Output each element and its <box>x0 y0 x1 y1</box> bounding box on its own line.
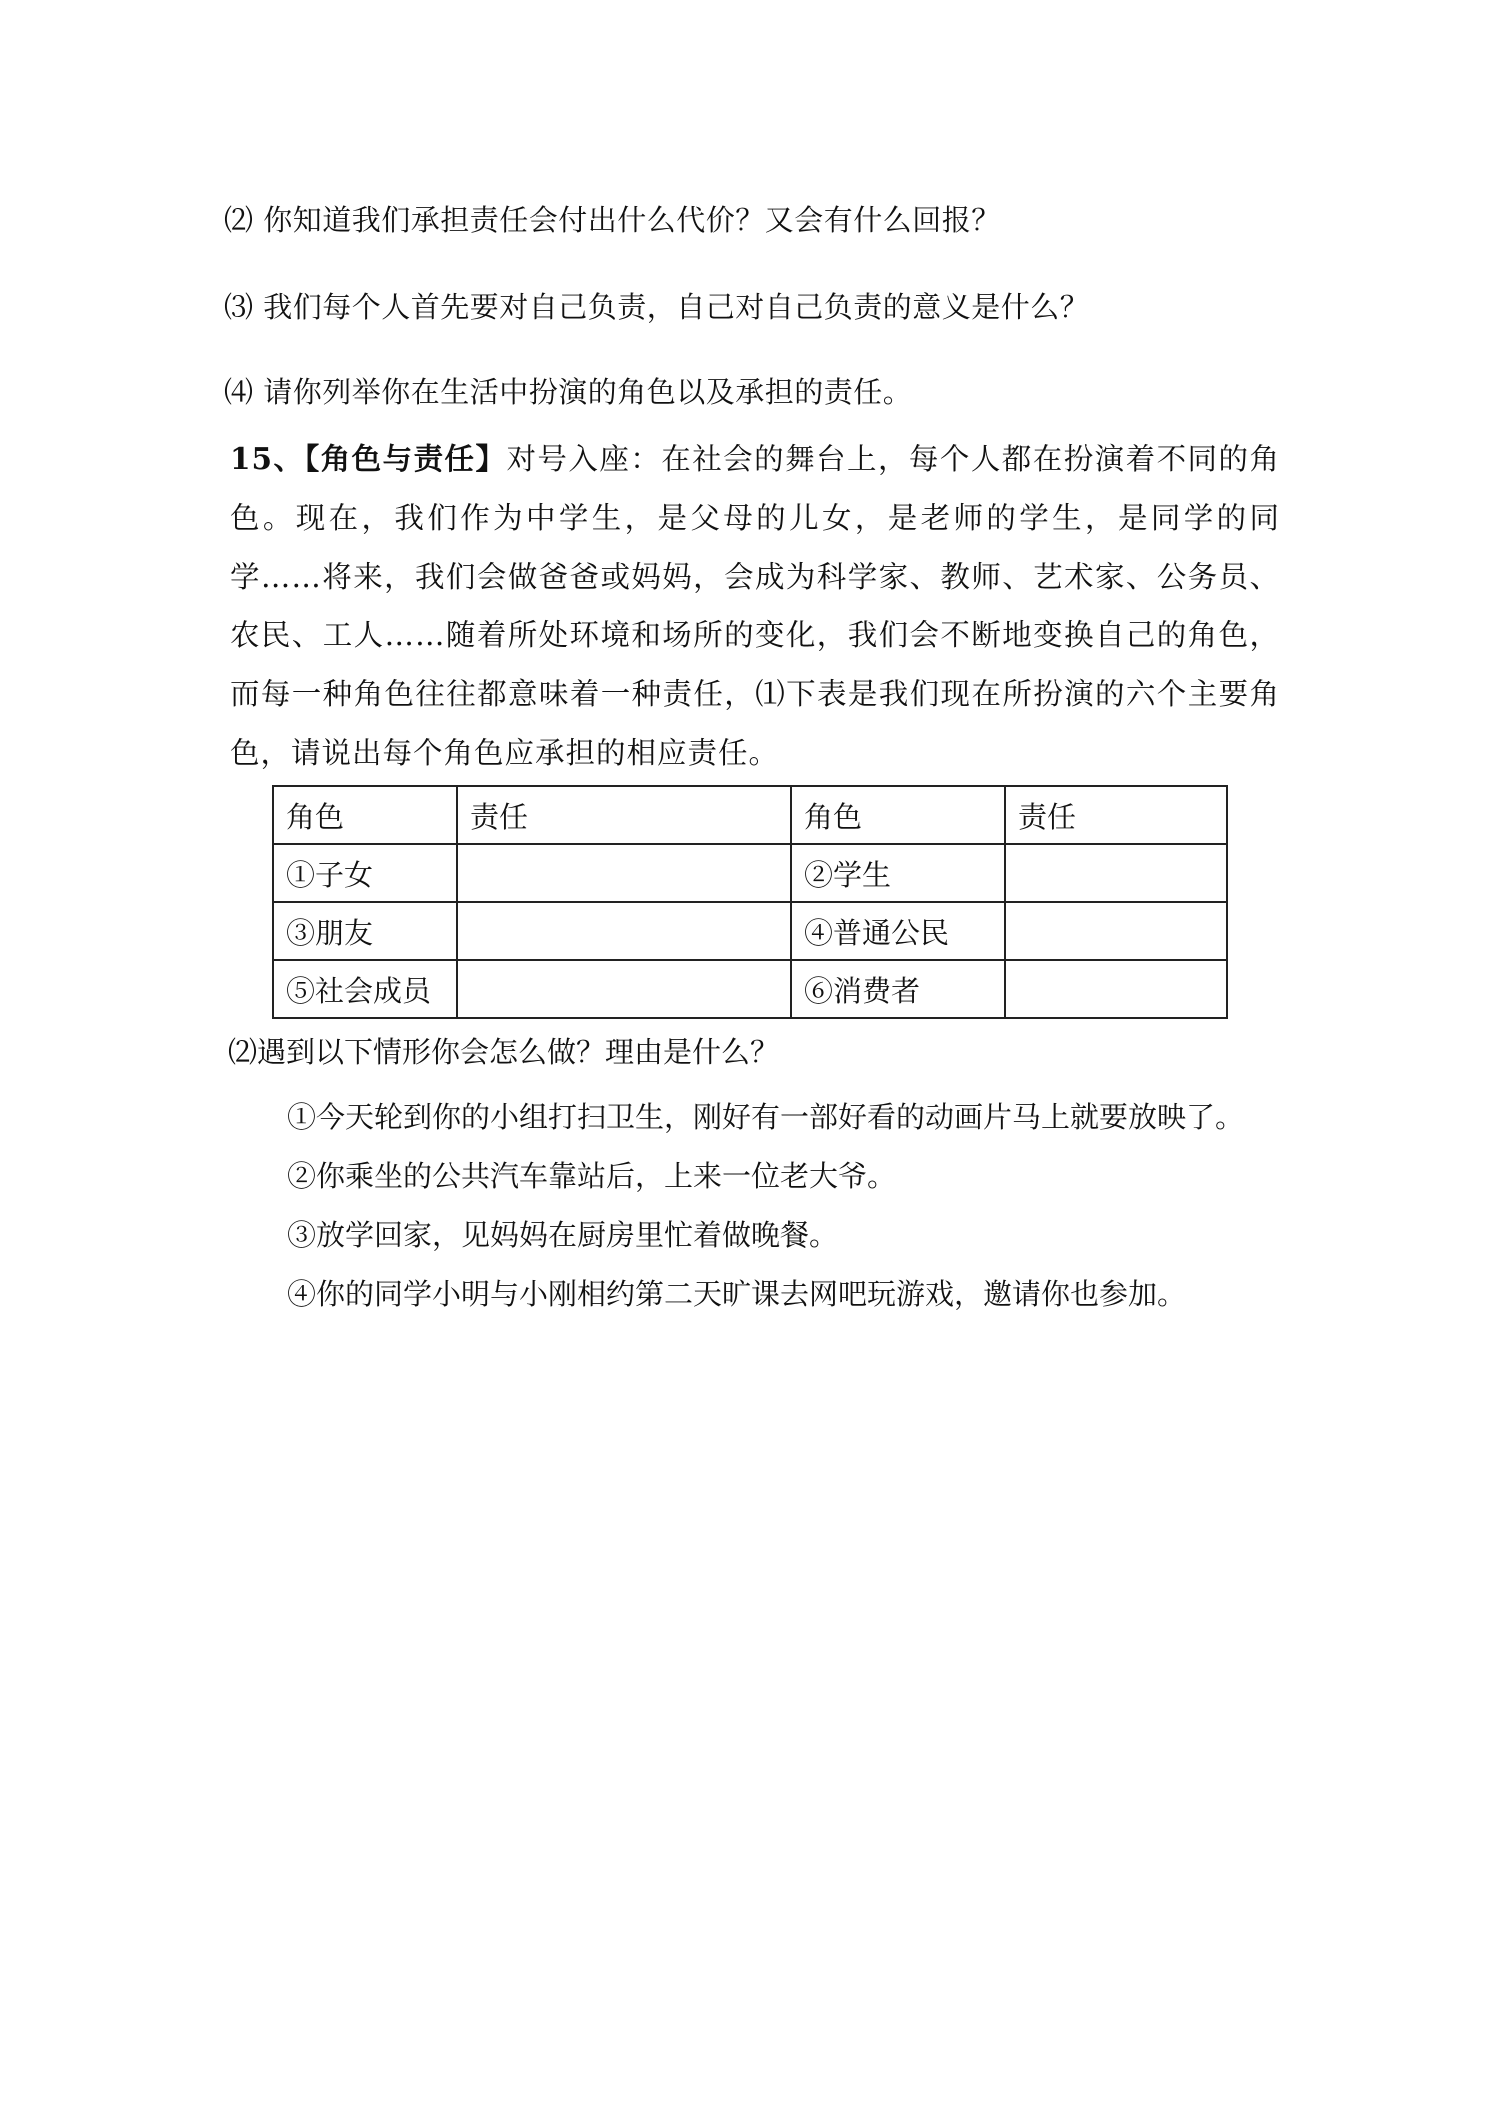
table-cell-role: ⑤社会成员 <box>273 960 457 1018</box>
question-15 <box>230 430 1280 783</box>
table-cell-responsibility <box>1005 844 1227 902</box>
table-cell-responsibility <box>1005 902 1227 960</box>
situation-list <box>287 1088 1244 1324</box>
question-4: ⑷ 请你列举你在生活中扮演的角色以及承担的责任。 <box>224 375 913 409</box>
table-header-cell: 责任 <box>457 786 791 844</box>
situation-item: ④你的同学小明与小刚相约第二天旷课去网吧玩游戏，邀请你也参加。 <box>287 1277 1187 1311</box>
part2-title: ⑵遇到以下情形你会怎么做？理由是什么？ <box>228 1035 780 1069</box>
question-15-title: 【角色与责任】 <box>304 441 507 476</box>
role-responsibility-table <box>272 785 1228 1019</box>
table-header-cell: 责任 <box>1005 786 1227 844</box>
table-cell-role: ②学生 <box>791 844 1005 902</box>
table-cell-role: ④普通公民 <box>791 902 1005 960</box>
situation-item: ③放学回家，见妈妈在厨房里忙着做晚餐。 <box>287 1218 839 1252</box>
table-header-row <box>273 786 1227 844</box>
question-15-number: 15、 <box>230 441 305 476</box>
question-2: ⑵ 你知道我们承担责任会付出什么代价？又会有什么回报？ <box>224 203 1001 237</box>
table-row <box>273 844 1227 902</box>
table-cell-responsibility <box>457 902 791 960</box>
situation-item: ②你乘坐的公共汽车靠站后，上来一位老大爷。 <box>287 1159 897 1193</box>
table-header-cell: 角色 <box>273 786 457 844</box>
question-3: ⑶ 我们每个人首先要对自己负责，自己对自己负责的意义是什么？ <box>224 290 1090 324</box>
table-cell-responsibility <box>457 960 791 1018</box>
table-row <box>273 902 1227 960</box>
table-row <box>273 960 1227 1018</box>
table-cell-role: ③朋友 <box>273 902 457 960</box>
table-cell-responsibility <box>1005 960 1227 1018</box>
question-15-body: 对号入座：在社会的舞台上，每个人都在扮演着不同的角色。现在，我们作为中学生，是父母的儿女，是老师的学生，是同学的同学……将来，我们会做爸爸或妈妈，会成为科学家、教师、艺术家、公务员、农民、工人……随着所处环境和场所的变化，我们会不断地变换自己的角色，而每一种角色往往都意味着一种责任，⑴下表是我们现在所扮演的六个主要角色，请说出每个角色应承担的相应责任。 <box>230 442 1280 770</box>
table-cell-responsibility <box>457 844 791 902</box>
situation-item: ①今天轮到你的小组打扫卫生，刚好有一部好看的动画片马上就要放映了。 <box>287 1100 1245 1134</box>
table-cell-role: ⑥消费者 <box>791 960 1005 1018</box>
table-header-cell: 角色 <box>791 786 1005 844</box>
table-cell-role: ①子女 <box>273 844 457 902</box>
